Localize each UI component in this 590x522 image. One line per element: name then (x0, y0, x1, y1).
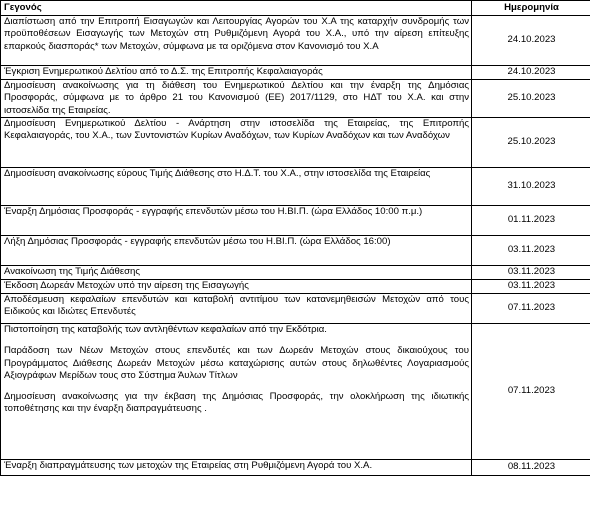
table-row (1, 118, 590, 168)
event-paragraph: Δημοσίευση ανακοίνωσης για την έκβαση της Δημόσιας Προσφοράς, την ολοκλήρωση της ιδιωτικής τοποθέτησης και την έναρξη διαπραγμάτευσης . (4, 391, 469, 415)
date-cell: 03.11.2023 (472, 266, 590, 280)
event-cell: Έγκριση Ενημερωτικού Δελτίου από το Δ.Σ. της Επιτροπής Κεφαλαιαγοράς (1, 66, 472, 80)
date-cell: 07.11.2023 (472, 324, 590, 460)
event-cell: Έκδοση Δωρεάν Μετοχών υπό την αίρεση της Εισαγωγής (1, 280, 472, 294)
event-cell: Έναρξη Δημόσιας Προσφοράς - εγγραφής επενδυτών μέσω του Η.ΒΙ.Π. (ώρα Ελλάδος 10:00 π.μ.) (1, 206, 472, 236)
table-row (1, 266, 590, 280)
event-paragraph: Πιστοποίηση της καταβολής των αντληθέντων κεφαλαίων από την Εκδότρια. (4, 324, 327, 335)
date-cell: 07.11.2023 (472, 294, 590, 324)
event-cell: Διαπίστωση από την Επιτροπή Εισαγωγών και Λειτουργίας Αγορών του Χ.Α της καταρχήν συνδρομής των προϋποθέσεων Εισαγωγής των Μετοχών στη Ρυθμιζόμενη Αγορά του Χ.Α., υπό την αίρεση επίτευξης επαρκούς διασποράς* των Μετοχών, σύμφωνα με τα οριζόμενα στον Κανονισμό του Χ.Α (1, 16, 472, 66)
date-cell: 25.10.2023 (472, 80, 590, 118)
table-row (1, 460, 590, 476)
table-row (1, 168, 590, 206)
date-cell: 08.11.2023 (472, 460, 590, 476)
event-cell: Δημοσίευση ανακοίνωσης για τη διάθεση του Ενημερωτικού Δελτίου και την έναρξη της Δημόσιας Προσφοράς, σύμφωνα με το άρθρο 21 του Κανονισμού (ΕΕ) 2017/1129, στο ΗΔΤ του Χ.Α. και στην ιστοσελίδα της Εταιρείας. (1, 80, 472, 118)
date-cell: 31.10.2023 (472, 168, 590, 206)
event-cell: Ανακοίνωση της Τιμής Διάθεσης (1, 266, 472, 280)
date-cell: 25.10.2023 (472, 118, 590, 168)
table-row (1, 80, 590, 118)
table-row (1, 16, 590, 66)
column-header-date: Ημερομηνία (472, 1, 590, 16)
date-cell: 03.11.2023 (472, 280, 590, 294)
table-row (1, 206, 590, 236)
table-row (1, 236, 590, 266)
event-cell (1, 324, 472, 460)
table-row (1, 324, 590, 460)
event-cell: Αποδέσμευση κεφαλαίων επενδυτών και καταβολή αντιτίμου των κατανεμηθεισών Μετοχών από τους Ειδικούς και Ιδιώτες Επενδυτές (1, 294, 472, 324)
event-paragraph: Παράδοση των Νέων Μετοχών στους επενδυτές και των Δωρεάν Μετοχών στους δικαιούχους του Προγράμματος Διάθεσης Δωρεάν Μετοχών μέσω καταχώρισης αυτών στους δηλωθέντες Λογαριασμούς Αξιογράφων Μερίδων τους στο Σύστημα Άυλων Τίτλων (4, 345, 469, 381)
event-cell: Δημοσίευση ανακοίνωσης εύρους Τιμής Διάθεσης στο Η.Δ.Τ. του Χ.Α., στην ιστοσελίδα της Εταιρείας (1, 168, 472, 206)
table-header-row (1, 1, 590, 16)
event-cell: Δημοσίευση Ενημερωτικού Δελτίου - Ανάρτηση στην ιστοσελίδα της Εταιρείας, της Επιτροπής Κεφαλαιαγοράς, του Χ.Α., των Συντονιστών Κυρίων Αναδόχων, των Κυρίων Αναδόχων και των Αναδόχων (1, 118, 472, 168)
date-cell: 24.10.2023 (472, 66, 590, 80)
date-cell: 01.11.2023 (472, 206, 590, 236)
table-row (1, 280, 590, 294)
date-cell: 03.11.2023 (472, 236, 590, 266)
event-cell: Λήξη Δημόσιας Προσφοράς - εγγραφής επενδυτών μέσω του Η.ΒΙ.Π. (ώρα Ελλάδος 16:00) (1, 236, 472, 266)
date-cell: 24.10.2023 (472, 16, 590, 66)
table-row (1, 294, 590, 324)
table-row (1, 66, 590, 80)
event-cell: Έναρξη διαπραγμάτευσης των μετοχών της Εταιρείας στη Ρυθμιζόμενη Αγορά του Χ.Α. (1, 460, 472, 476)
column-header-event: Γεγονός (1, 1, 472, 16)
